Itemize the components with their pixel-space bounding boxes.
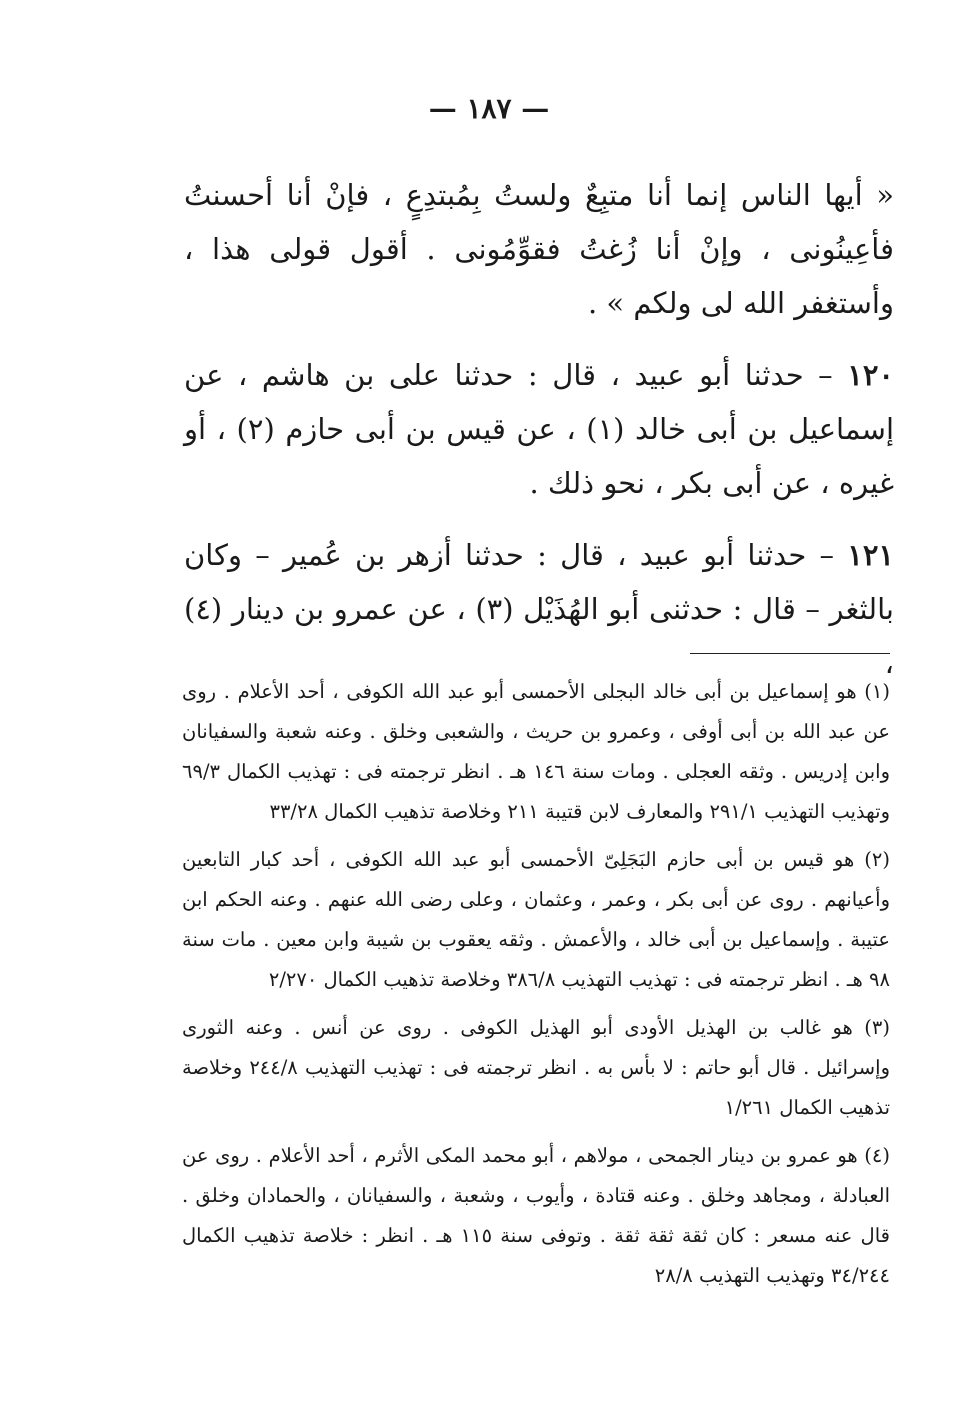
footnote-2: (٢) هو قيس بن أبى حازم البَجَلِىّ الأحمسى أبو عبد الله الكوفى ، أحد كبار التابعين وأعيانهم . روى عن أبى بكر ، وعمر ، وعثمان ، وعلى رضى الله عنهم . وعنه الحكم ابن عتيبة . وإسماعيل بن أبى خالد ، والأعمش . وثقه يعقوب بن شيبة وابن معين . مات سنة ٩٨ هـ . انظر ترجمته فى : تهذيب التهذيب ٣٨٦/٨ وخلاصة تذهيب الكمال ٢/٢٧٠ xyxy=(182,848,890,991)
hadith-120-text: – حدثنا أبو عبيد ، قال : حدثنا على بن هاشم ، عن إسماعيل بن أبى خالد (١) ، عن قيس بن أبى حازم (٢) ، أو غيره ، عن أبى بكر ، نحو ذلك . xyxy=(184,358,895,500)
footnote-4: (٤) هو عمرو بن دينار الجمحى ، مولاهم ، أبو محمد المكى الأثرم ، أحد الأعلام . روى عن العبادلة ، ومجاهد وخلق . وعنه قتادة ، وأيوب ، وشعبة ، والسفيانان ، والحمادان وخلق . قال عنه مسعر : كان ثقة ثقة ثقة . وتوفى سنة ١١٥ هـ . انظر : خلاصة تذهيب الكمال ٣٤/٢٤٤ وتهذيب التهذيب ٢٨/٨ xyxy=(182,1144,890,1287)
footnote-1: (١) هو إسماعيل بن أبى خالد البجلى الأحمسى أبو عبد الله الكوفى ، أحد الأعلام . روى عن عبد الله بن أبى أوفى ، وعمرو بن حريث ، والشعبى وخلق . وعنه شعبة والسفيانان وابن إدريس . وثقه العجلى . ومات سنة ١٤٦ هـ . انظر ترجمته فى : تهذيب الكمال ٦٩/٣ وتهذيب التهذيب ٢٩١/١ والمعارف لابن قتيبة ٢١١ وخلاصة تذهيب الكمال ٣٣/٢٨ xyxy=(182,680,890,823)
hadith-121-number: ١٢١ xyxy=(847,538,894,572)
hadith-121 xyxy=(184,528,894,690)
hadith-120 xyxy=(184,348,894,510)
page-number: — ١٨٧ — xyxy=(428,92,550,125)
footnote-divider xyxy=(690,653,890,654)
footnotes-block xyxy=(182,672,890,1304)
hadith-120-number: ١٢٠ xyxy=(847,358,894,392)
hadith-121-text: – حدثنا أبو عبيد ، قال : حدثنا أزهر بن عُمير – وكان بالثغر – قال : حدثنى أبو الهُذَيْل (٣) ، عن عمرو بن دينار (٤) ، xyxy=(184,538,894,680)
footnote-3: (٣) هو غالب بن الهذيل الأودى أبو الهذيل الكوفى . روى عن أنس . وعنه الثورى وإسرائيل . قال أبو حاتم : لا بأس به . انظر ترجمته فى : تهذيب التهذيب ٢٤٤/٨ وخلاصة تذهيب الكمال ١/٢٦١ xyxy=(182,1016,890,1119)
main-text-block xyxy=(184,168,894,708)
paragraph-1: « أيها الناس إنما أنا متبِعٌ ولستُ بِمُبتدِعٍ ، فإنْ أنا أحسنتُ فأعِينُونى ، وإنْ أنا زُغتُ فقوِّمُونى . أقول قولى هذا ، وأستغفر الله لى ولكم » . xyxy=(184,178,894,320)
